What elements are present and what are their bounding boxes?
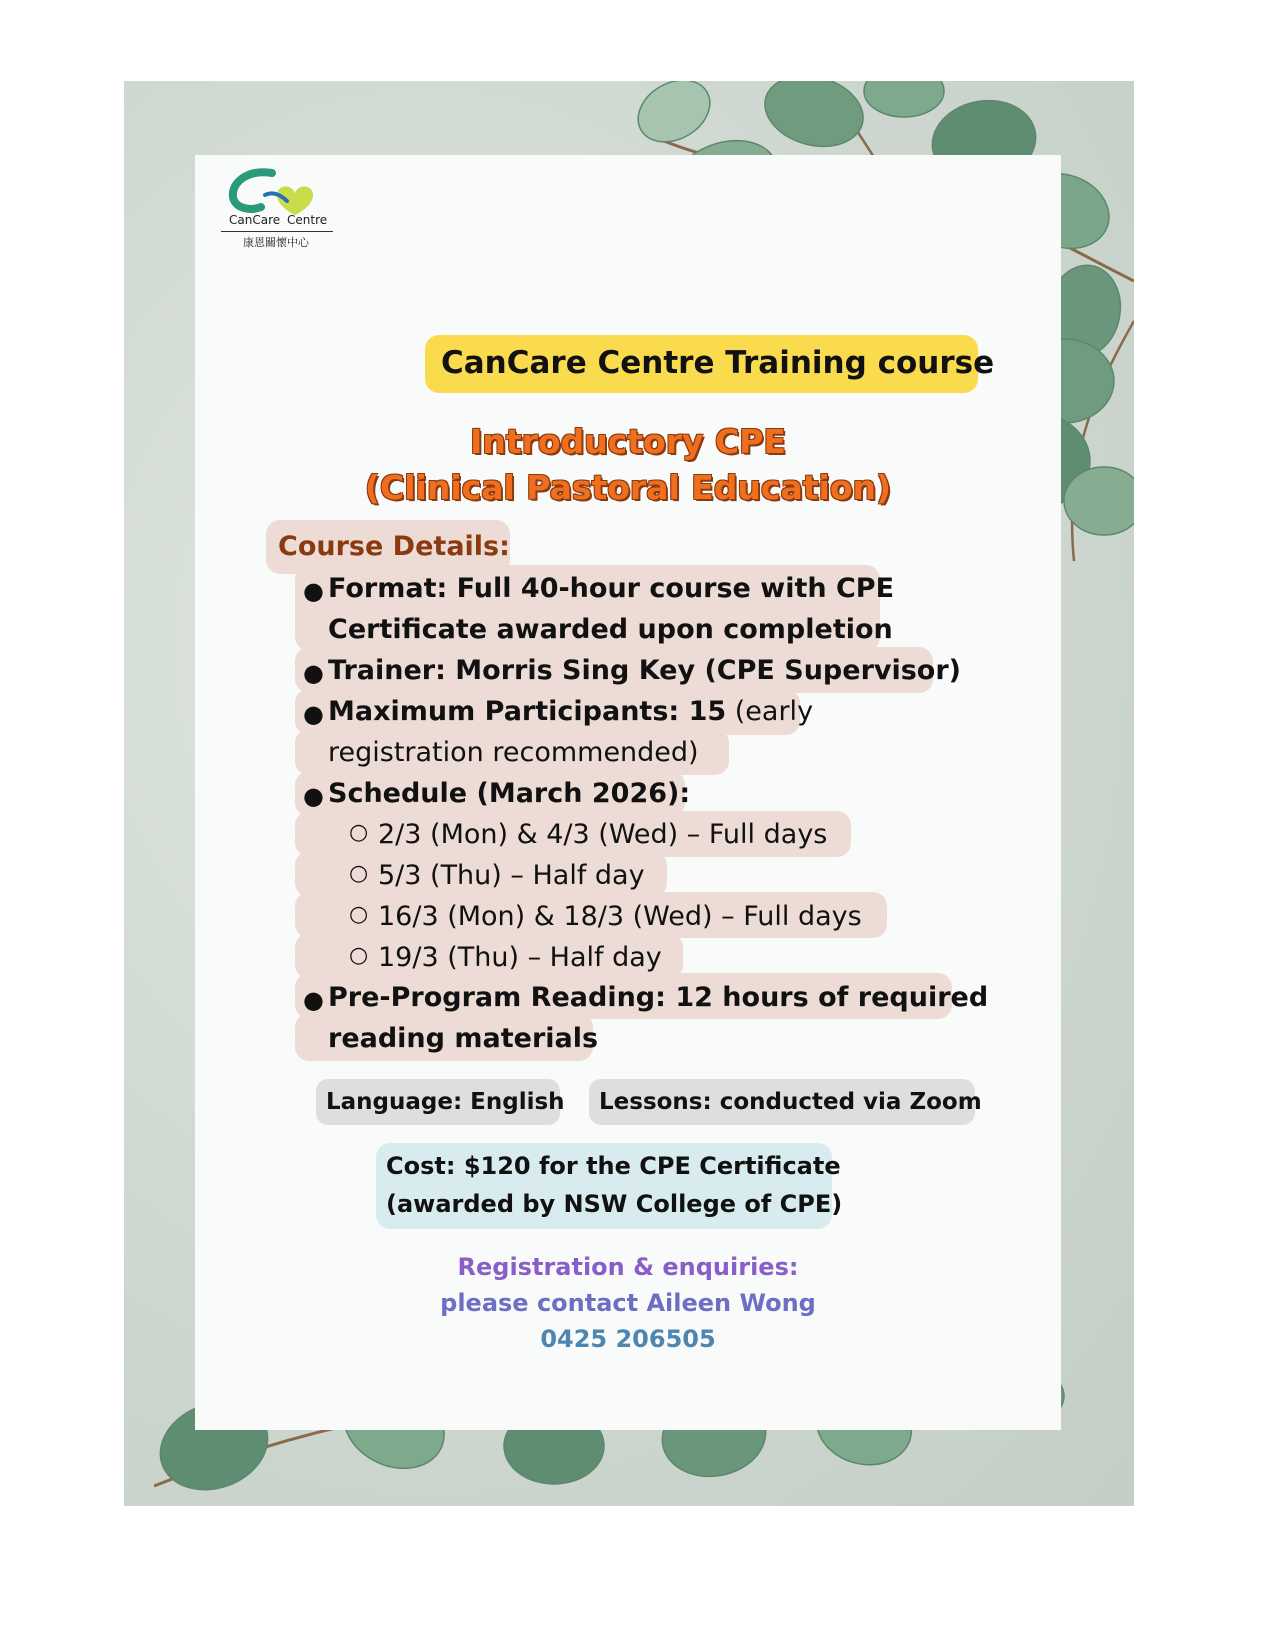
contact-line-1: Registration & enquiries:: [457, 1253, 799, 1281]
bullet-schedule: ●: [303, 782, 324, 810]
participants-note-1: (early: [726, 696, 814, 727]
schedule-label: Schedule (March 2026):: [328, 778, 691, 809]
cost-line-2: (awarded by NSW College of CPE): [386, 1190, 843, 1218]
reading-line-2: reading materials: [328, 1023, 599, 1054]
lessons-text: Lessons: conducted via Zoom: [599, 1089, 982, 1115]
logo-name-zh: 康恩關懷中心: [243, 236, 309, 249]
schedule-item-1: 2/3 (Mon) & 4/3 (Wed) – Full days: [378, 819, 828, 850]
course-title: CanCare Centre Training course: [441, 345, 995, 381]
bullet-reading: ●: [303, 986, 324, 1014]
bullet-trainer: ●: [303, 659, 324, 687]
participants-line-2: registration recommended): [328, 737, 699, 768]
cancare-logo: [217, 165, 337, 255]
schedule-item-2: 5/3 (Thu) – Half day: [378, 860, 645, 891]
participants-line-1: [328, 696, 813, 727]
sub-bullet-4: ○: [349, 943, 369, 968]
reading-line-1: Pre-Program Reading: 12 hours of required: [328, 982, 989, 1013]
sub-bullet-1: ○: [349, 820, 369, 845]
format-line-2: Certificate awarded upon completion: [328, 614, 893, 645]
logo-name-right: Centre: [287, 213, 328, 227]
bullet-participants: ●: [303, 700, 324, 728]
language-text: Language: English: [326, 1089, 565, 1115]
contact-line-2: please contact Aileen Wong: [440, 1289, 816, 1317]
format-line-1: Format: Full 40-hour course with CPE: [328, 573, 895, 604]
heading-line-2: (Clinical Pastoral Education): [364, 468, 892, 507]
participants-bold: Maximum Participants: 15: [328, 696, 727, 727]
content-card: [195, 155, 1061, 1430]
trainer-text: Trainer: Morris Sing Key (CPE Supervisor): [328, 655, 962, 686]
logo-divider: [221, 231, 333, 232]
logo-name-left: CanCare: [229, 213, 281, 227]
sub-bullet-3: ○: [349, 902, 369, 927]
bullet-format: ●: [303, 577, 324, 605]
course-details-label: Course Details:: [278, 531, 510, 562]
schedule-item-4: 19/3 (Thu) – Half day: [378, 942, 662, 973]
sub-bullet-2: ○: [349, 861, 369, 886]
poster: [124, 81, 1134, 1506]
schedule-item-3: 16/3 (Mon) & 18/3 (Wed) – Full days: [378, 901, 862, 932]
cost-line-1: Cost: $120 for the CPE Certificate: [386, 1152, 841, 1180]
heading-line-1: Introductory CPE: [470, 422, 786, 461]
contact-phone: 0425 206505: [540, 1325, 716, 1353]
